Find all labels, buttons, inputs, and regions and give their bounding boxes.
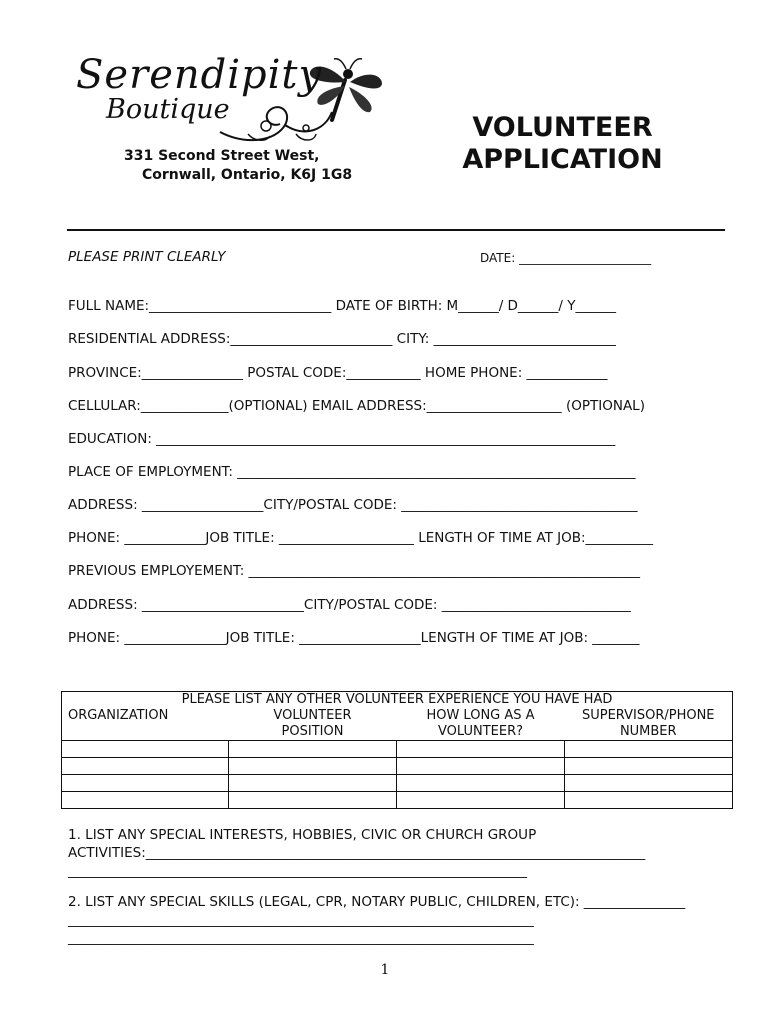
cellular-email-field[interactable]: CELLULAR:_____________(OPTIONAL) EMAIL ADDRESS:____________________ (OPTIONAL) — [68, 398, 645, 414]
question1-answer-line1[interactable]: ACTIVITIES:__________________________________________________________________________ — [68, 845, 646, 861]
table-row — [62, 758, 733, 775]
column-supervisor-phone: SUPERVISOR/PHONE NUMBER — [565, 708, 733, 741]
table-cell[interactable] — [229, 792, 397, 809]
date-field[interactable]: DATE: ______________________ — [480, 251, 652, 265]
table-cell[interactable] — [397, 758, 565, 775]
form-title-line1: VOLUNTEER — [472, 112, 653, 143]
employer-phone-job-field[interactable]: PHONE: ____________JOB TITLE: ____________________ LENGTH OF TIME AT JOB:__________ — [68, 530, 654, 546]
table-cell[interactable] — [397, 775, 565, 792]
table-cell[interactable] — [565, 758, 733, 775]
header-divider — [67, 229, 725, 231]
residential-address-city-field[interactable]: RESIDENTIAL ADDRESS:________________________ CITY: ___________________________ — [68, 331, 616, 347]
form-title-line2: APPLICATION — [462, 144, 663, 175]
question1-text: 1. LIST ANY SPECIAL INTERESTS, HOBBIES, CIVIC OR CHURCH GROUP — [68, 827, 537, 843]
table-cell[interactable] — [62, 775, 229, 792]
employer-address-field[interactable]: ADDRESS: __________________CITY/POSTAL CODE: ___________________________________ — [68, 497, 638, 513]
column-how-long: HOW LONG AS A VOLUNTEER? — [397, 708, 565, 741]
previous-employment-field[interactable]: PREVIOUS EMPLOYEMENT: __________________________________________________________ — [68, 563, 641, 579]
table-cell[interactable] — [62, 741, 229, 758]
serendipity-boutique-logo — [70, 50, 385, 150]
column-organization: ORGANIZATION — [62, 708, 229, 741]
table-cell[interactable] — [397, 741, 565, 758]
question2-text[interactable]: 2. LIST ANY SPECIAL SKILLS (LEGAL, CPR, NOTARY PUBLIC, CHILDREN, ETC): _______________ — [68, 894, 686, 910]
table-cell[interactable] — [565, 741, 733, 758]
store-address-line2: Cornwall, Ontario, K6J 1G8 — [142, 167, 353, 183]
question2-answer-line1[interactable]: _____________________________________________________________________ — [68, 912, 534, 928]
table-cell[interactable] — [62, 758, 229, 775]
table-cell[interactable] — [565, 775, 733, 792]
table-cell[interactable] — [229, 775, 397, 792]
previous-employer-address-field[interactable]: ADDRESS: ________________________CITY/POSTAL CODE: ____________________________ — [68, 597, 631, 613]
table-cell[interactable] — [62, 792, 229, 809]
table-cell[interactable] — [229, 758, 397, 775]
table-row — [62, 792, 733, 809]
table-header-row — [62, 692, 733, 709]
province-postal-phone-field[interactable]: PROVINCE:_______________ POSTAL CODE:___________ HOME PHONE: ____________ — [68, 365, 608, 381]
education-field[interactable]: EDUCATION: ____________________________________________________________________ — [68, 431, 616, 447]
table-title: PLEASE LIST ANY OTHER VOLUNTEER EXPERIENCE YOU HAVE HAD — [62, 692, 733, 709]
previous-employer-phone-job-field[interactable]: PHONE: _______________JOB TITLE: __________________LENGTH OF TIME AT JOB: _______ — [68, 630, 640, 646]
question2-answer-line2[interactable]: _____________________________________________________________________ — [68, 930, 534, 946]
logo-text-boutique: Boutique — [106, 94, 230, 125]
store-address-line1: 331 Second Street West, — [124, 148, 320, 164]
question1-answer-line2[interactable]: ____________________________________________________________________ — [68, 863, 527, 879]
place-of-employment-field[interactable]: PLACE OF EMPLOYMENT: ___________________________________________________________ — [68, 464, 636, 480]
page-number: 1 — [380, 962, 390, 978]
volunteer-experience-table — [61, 691, 733, 809]
full-name-dob-field[interactable]: FULL NAME:___________________________ DATE OF BIRTH: M______/ D______/ Y______ — [68, 298, 617, 314]
table-row — [62, 775, 733, 792]
column-volunteer-position: VOLUNTEER POSITION — [229, 708, 397, 741]
table-cell[interactable] — [397, 792, 565, 809]
print-clearly-note: PLEASE PRINT CLEARLY — [68, 249, 226, 265]
table-cell[interactable] — [229, 741, 397, 758]
table-column-headers — [62, 708, 733, 741]
table-cell[interactable] — [565, 792, 733, 809]
table-row — [62, 741, 733, 758]
logo-text-serendipity: Serendipity — [76, 52, 323, 98]
